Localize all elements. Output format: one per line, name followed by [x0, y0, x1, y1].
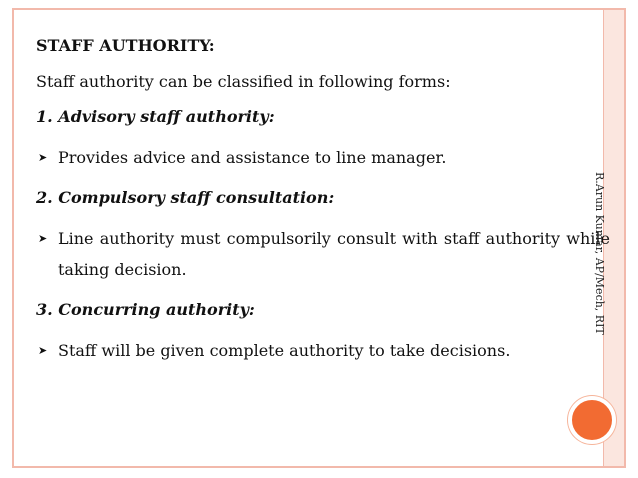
arrow-bullet-icon: ➤: [38, 344, 48, 357]
slide-border-bottom: [12, 466, 626, 468]
intro-text: Staff authority can be classified in following forms:: [36, 72, 451, 91]
arrow-bullet-icon: ➤: [38, 232, 48, 245]
author-credit: R.Arun Kumar, AP/Mech, RIT: [593, 172, 606, 335]
bullet-concurring: [36, 335, 610, 366]
bullet-compulsory: [36, 223, 610, 285]
slide-heading: STAFF AUTHORITY:: [36, 36, 215, 55]
section-title-concurring: 3. Concurring authority:: [36, 300, 255, 319]
slide-border-top: [12, 8, 626, 10]
arrow-bullet-icon: ➤: [38, 151, 48, 164]
bullet-text: Line authority must compulsorily consult with staff authority while taking decision.: [58, 229, 610, 279]
bullet-text: Staff will be given complete authority to take decisions.: [58, 341, 511, 360]
slide-content: [36, 36, 610, 381]
slide-border-left: [12, 8, 14, 468]
section-title-advisory: 1. Advisory staff authority:: [36, 107, 275, 126]
bullet-advisory: [36, 142, 610, 173]
slide-border-right: [624, 8, 626, 468]
bullet-text: Provides advice and assistance to line manager.: [58, 148, 447, 167]
section-title-compulsory: 2. Compulsory staff consultation:: [36, 188, 335, 207]
orange-circle-icon: [568, 396, 616, 444]
